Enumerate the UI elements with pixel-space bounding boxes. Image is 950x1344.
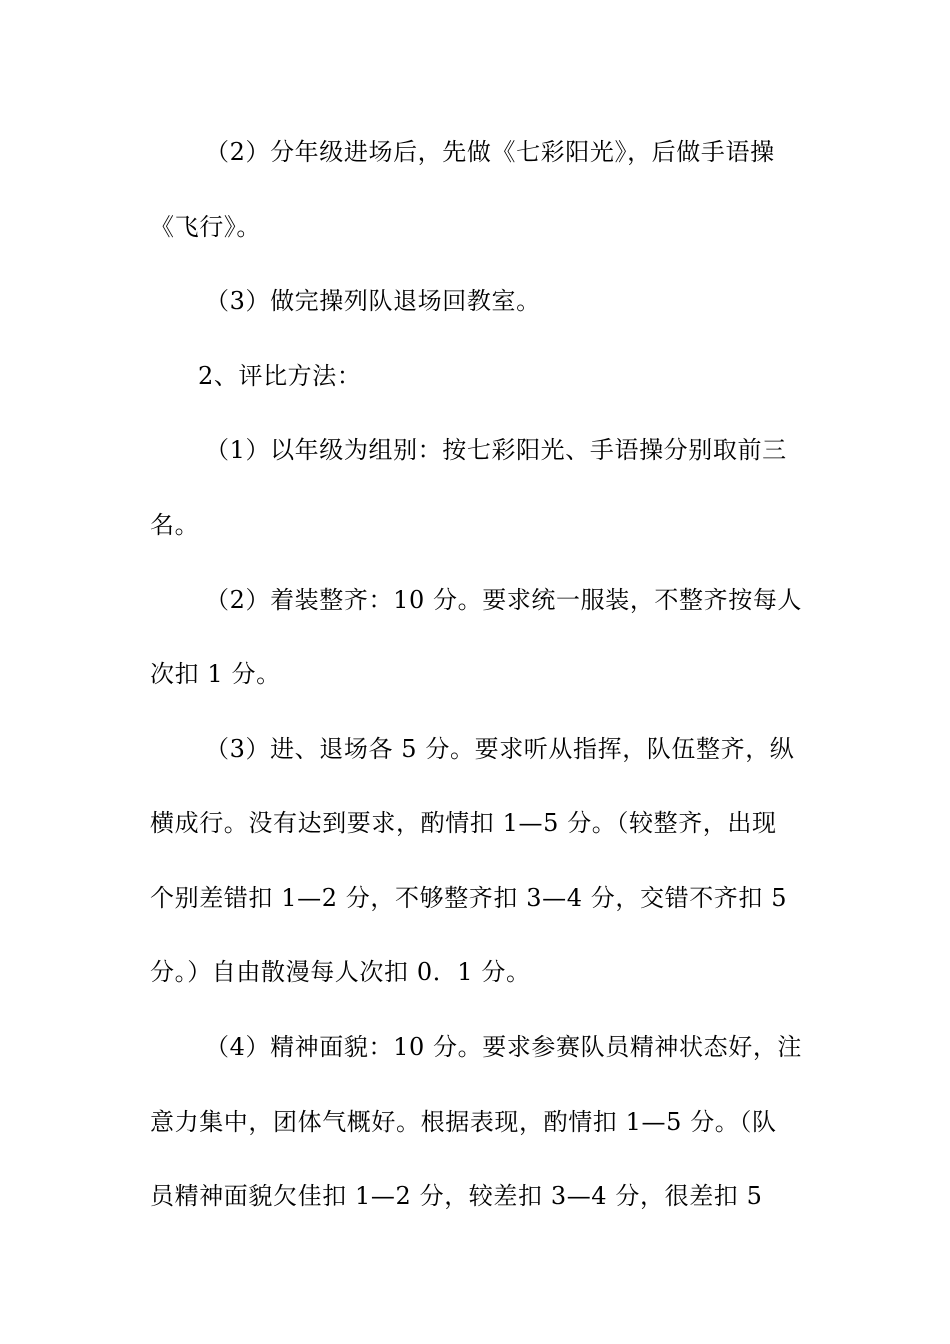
paragraph-line: 员精神面貌欠佳扣 1—2 分，较差扣 3—4 分，很差扣 5	[150, 1182, 763, 1210]
paragraph-line: 分。）自由散漫每人次扣 0．1 分。	[150, 958, 531, 986]
paragraph-line: （4）精神面貌：10 分。要求参赛队员精神状态好，注	[205, 1033, 803, 1061]
paragraph-line: （3）进、退场各 5 分。要求听从指挥，队伍整齐，纵	[205, 735, 795, 763]
paragraph-line: 次扣 1 分。	[150, 660, 281, 688]
paragraph-line: （3）做完操列队退场回教室。	[205, 287, 541, 315]
section-heading: 2、评比方法：	[198, 362, 362, 390]
paragraph-line: （2）着装整齐：10 分。要求统一服装，不整齐按每人	[205, 586, 803, 614]
paragraph-line: 《飞行》。	[150, 213, 261, 241]
paragraph-line: 横成行。没有达到要求，酌情扣 1—5 分。（较整齐，出现	[150, 809, 777, 837]
paragraph-line: 个别差错扣 1—2 分，不够整齐扣 3—4 分，交错不齐扣 5	[150, 884, 788, 912]
paragraph-line: （2）分年级进场后，先做《七彩阳光》，后做手语操	[205, 138, 775, 166]
paragraph-line: 名。	[150, 511, 200, 539]
paragraph-line: （1）以年级为组别：按七彩阳光、手语操分别取前三	[205, 436, 787, 464]
paragraph-line: 意力集中，团体气概好。根据表现，酌情扣 1—5 分。（队	[150, 1108, 777, 1136]
